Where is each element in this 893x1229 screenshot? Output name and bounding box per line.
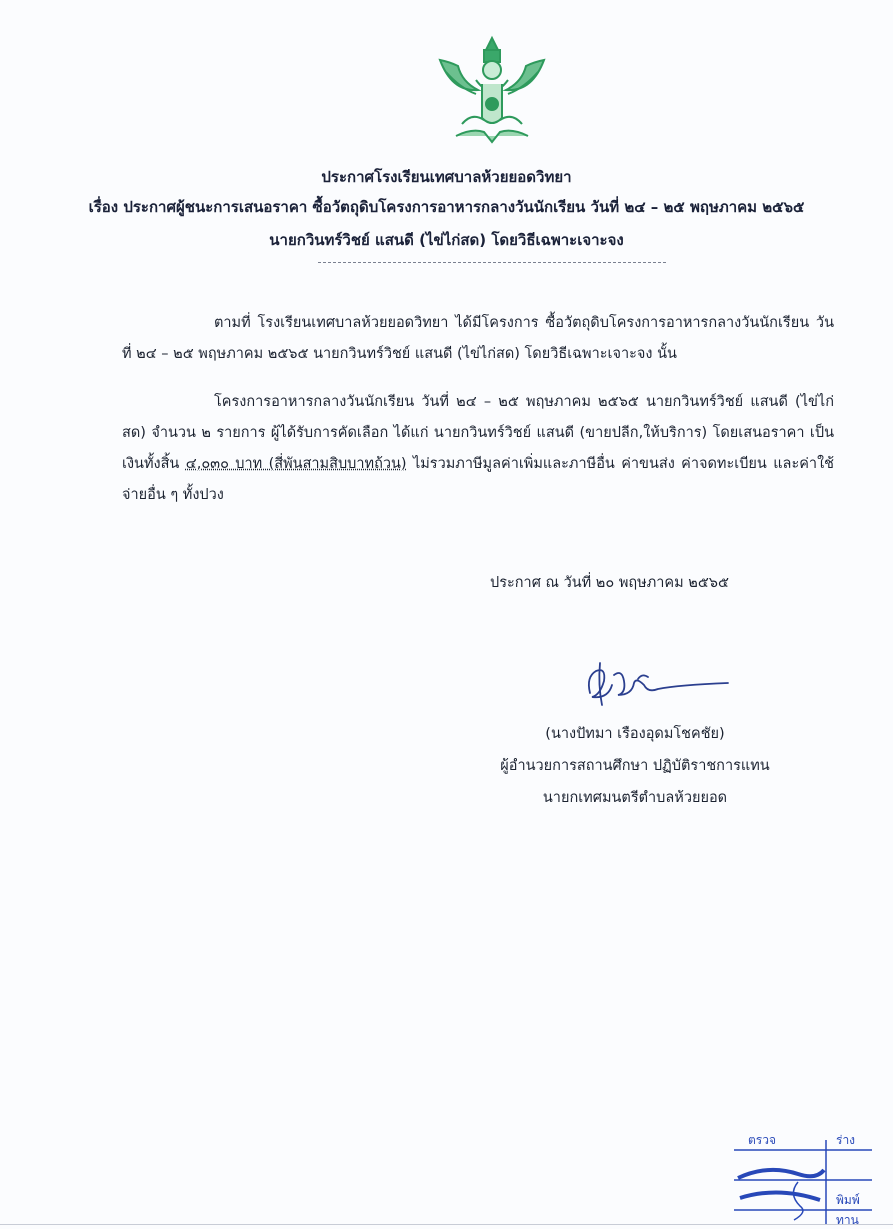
price-amount: ๔,๐๓๐ บาท (สี่พันสามสิบบาทถ้วน) bbox=[185, 456, 407, 472]
document-title: ประกาศโรงเรียนเทศบาลห้วยยอดวิทยา bbox=[321, 168, 572, 186]
svg-text:ทาน: ทาน bbox=[836, 1213, 859, 1225]
paragraph-2-start: โครงการอาหารกลางวันนักเรียน วันที่ ๒๔ – ๒๕ พฤษภาคม ๒๕๖๕ นายกวินทร์วิชย์ แสนดี (ไข่ไก่สด) จำนวน ๒ รายการ ผู้ได้รับการคัดเลือก ได้แก่ นายกวินทร์วิชย์ แสนดี (ขายปลีก,ให้บริการ) โดยเสนอราคา เป็นเงินทั้งสิ้น bbox=[122, 394, 834, 472]
document-subject-line2: นายกวินทร์วิชย์ แสนดี (ไข่ไก่สด) โดยวิธีเฉพาะเจาะจง bbox=[269, 231, 624, 249]
announcement-date: ประกาศ ณ วันที่ ๒๐ พฤษภาคม ๒๕๖๕ bbox=[490, 575, 729, 591]
svg-text:ตรวจ: ตรวจ bbox=[748, 1133, 777, 1147]
page-bottom-edge bbox=[0, 1224, 893, 1225]
paragraph-2 bbox=[122, 387, 834, 511]
signer-position: ผู้อำนวยการสถานศึกษา ปฏิบัติราชการแทน bbox=[500, 758, 770, 774]
document-subject: เรื่อง ประกาศผู้ชนะการเสนอราคา ซื้อวัตถุดิบโครงการอาหารกลางวันนักเรียน วันที่ ๒๔ – ๒๕ พฤษภาคม ๒๕๖๕ bbox=[88, 198, 805, 216]
handwritten-signature-icon bbox=[578, 655, 738, 715]
svg-text:ร่าง: ร่าง bbox=[836, 1133, 856, 1147]
svg-text:พิมพ์: พิมพ์ bbox=[836, 1193, 860, 1207]
signer-name: (นางปัทมา เรืองอุดมโชคชัย) bbox=[545, 726, 725, 742]
signer-position-2: นายกเทศมนตรีตำบลห้วยยอด bbox=[542, 790, 728, 806]
approval-stamp-icon bbox=[728, 1120, 878, 1225]
paragraph-2-end: ไม่รวมภาษีมูลค่าเพิ่มและภาษีอื่น ค่าขนส่ง ค่าจดทะเบียน และค่าใช้จ่ายอื่น ๆ ทั้งปวง bbox=[122, 456, 834, 503]
garuda-emblem-icon bbox=[432, 32, 552, 152]
paragraph-1: ตามที่ โรงเรียนเทศบาลห้วยยอดวิทยา ได้มีโครงการ ซื้อวัตถุดิบโครงการอาหารกลางวันนักเรียน วันที่ ๒๔ – ๒๕ พฤษภาคม ๒๕๖๕ นายกวินทร์วิชย์ แสนดี (ไข่ไก่สด) โดยวิธีเฉพาะเจาะจง นั้น bbox=[122, 315, 834, 362]
title-divider bbox=[318, 262, 666, 263]
